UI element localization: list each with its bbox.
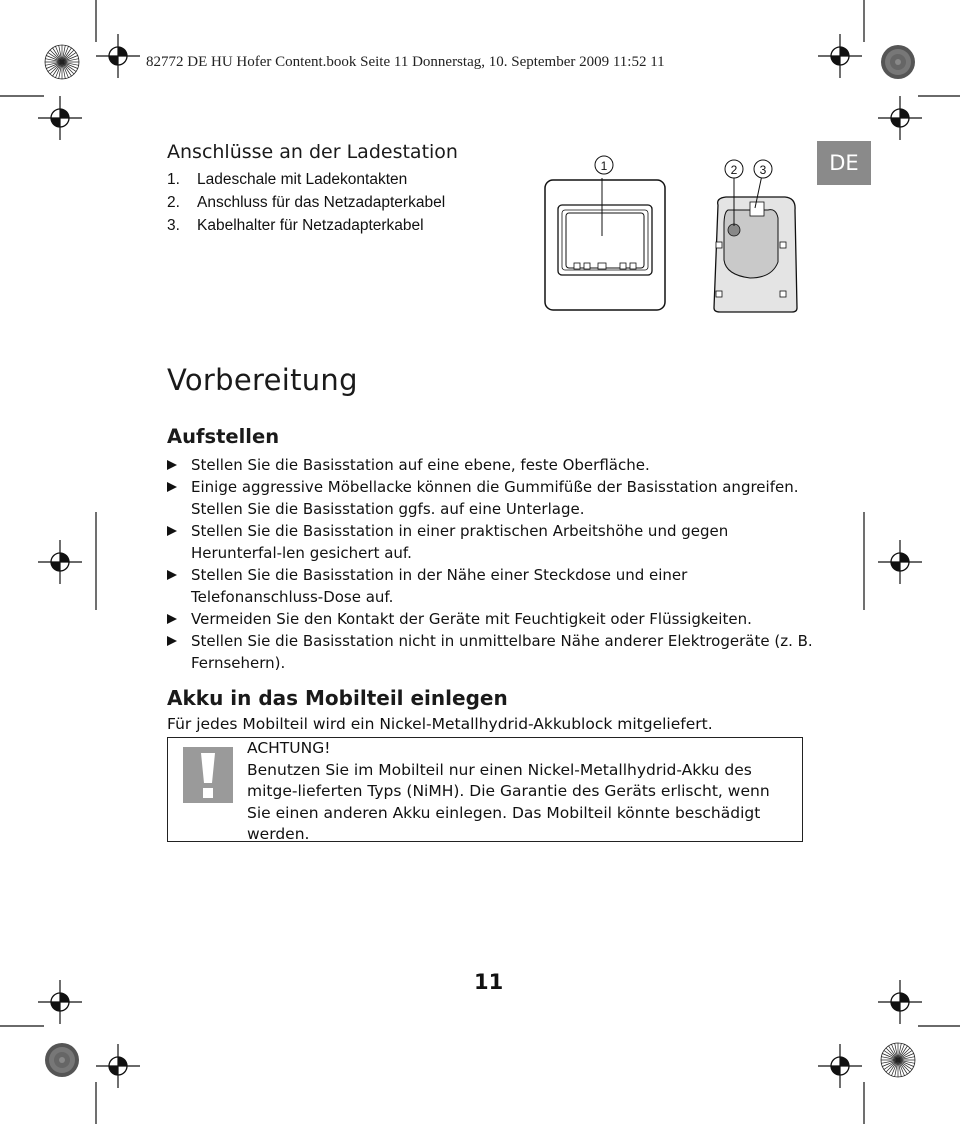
preparation-title: Vorbereitung bbox=[167, 363, 358, 397]
list-item: Stellen Sie die Basisstation auf eine ebene, feste Oberfläche. bbox=[167, 454, 817, 476]
warning-text-block bbox=[247, 738, 797, 846]
setup-bullet-list bbox=[167, 454, 817, 674]
bullet-arrow-icon bbox=[167, 614, 177, 624]
book-header-line: 82772 DE HU Hofer Content.book Seite 11 Donnerstag, 10. September 2009 11:52 11 bbox=[146, 54, 665, 70]
connection-item-3: 3. Kabelhalter für Netzadapterkabel bbox=[167, 217, 424, 234]
bullet-arrow-icon bbox=[167, 570, 177, 580]
bullet-arrow-icon bbox=[167, 460, 177, 470]
battery-intro: Für jedes Mobilteil wird ein Nickel-Metallhydrid-Akkublock mitgeliefert. bbox=[167, 715, 713, 733]
base-station-illustration bbox=[540, 150, 810, 320]
battery-title: Akku in das Mobilteil einlegen bbox=[167, 686, 508, 710]
bullet-arrow-icon bbox=[167, 526, 177, 536]
warning-body: Benutzen Sie im Mobilteil nur einen Nickel-Metallhydrid-Akku des mitge-lieferten Typs (NiMH). Die Garantie des Geräts erlischt, wenn Sie einen anderen Akku einlegen. Das Mobilteil könnte beschädigt werden. bbox=[247, 760, 770, 843]
list-item: Einige aggressive Möbellacke können die Gummifüße der Basisstation angreifen. Stellen Sie die Basisstation ggfs. auf eine Unterlage. bbox=[167, 476, 817, 520]
connections-list bbox=[167, 168, 445, 237]
setup-title: Aufstellen bbox=[167, 425, 280, 448]
page-number: 11 bbox=[474, 970, 504, 994]
callout-3: 3 bbox=[759, 163, 767, 177]
list-item: Vermeiden Sie den Kontakt der Geräte mit Feuchtigkeit oder Flüssigkeiten. bbox=[167, 608, 817, 630]
list-item: Stellen Sie die Basisstation nicht in unmittelbare Nähe anderer Elektrogeräte (z. B. Fernsehern). bbox=[167, 630, 817, 674]
list-item: Stellen Sie die Basisstation in einer praktischen Arbeitshöhe und gegen Herunterfal-len gesichert auf. bbox=[167, 520, 817, 564]
list-item: Stellen Sie die Basisstation in der Nähe einer Steckdose und einer Telefonanschluss-Dose auf. bbox=[167, 564, 817, 608]
connection-item-2: 2. Anschluss für das Netzadapterkabel bbox=[167, 194, 446, 211]
callout-2: 2 bbox=[730, 163, 738, 177]
exclamation-icon bbox=[183, 747, 233, 803]
language-tab-de: DE bbox=[817, 141, 871, 185]
warning-heading: ACHTUNG! bbox=[247, 739, 331, 757]
connection-item-1: 1. Ladeschale mit Ladekontakten bbox=[167, 171, 408, 188]
connections-title: Anschlüsse an der Ladestation bbox=[167, 141, 458, 163]
bullet-arrow-icon bbox=[167, 636, 177, 646]
bullet-arrow-icon bbox=[167, 482, 177, 492]
callout-1: 1 bbox=[600, 159, 608, 173]
